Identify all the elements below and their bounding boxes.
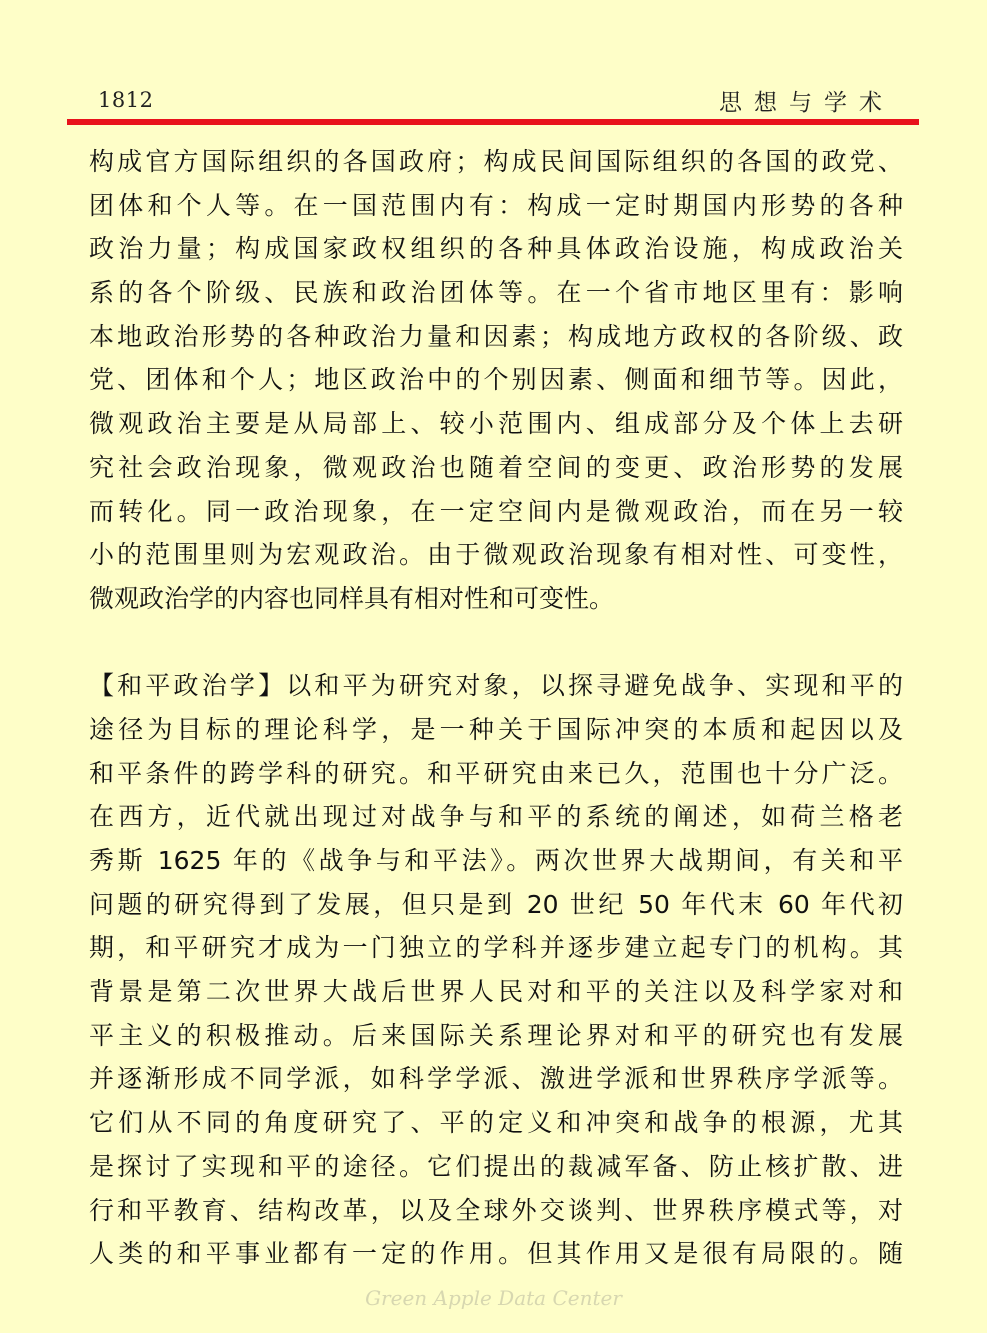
- text-line: 究社会政治现象，微观政治也随着空间的变更、政治形势的发展: [89, 452, 903, 482]
- page-number: 1812: [98, 88, 154, 112]
- text-line: 在西方，近代就出现过对战争与和平的系统的阐述，如荷兰格老: [89, 802, 903, 832]
- text-line: 是探讨了实现和平的途径。它们提出的裁减军备、防止核扩散、进: [89, 1151, 903, 1181]
- text-line: 微观政治学的内容也同样具有相对性和可变性。: [89, 583, 615, 613]
- text-line: 构成官方国际组织的各国政府；构成民间国际组织的各国的政党、: [89, 147, 903, 176]
- text-line: 党、团体和个人；地区政治中的个别因素、侧面和细节等。因此，: [89, 365, 903, 395]
- text-line: 并逐渐形成不同学派，如科学学派、激进学派和世界秩序学派等。: [89, 1064, 903, 1094]
- running-head: 思想与学术: [719, 90, 894, 116]
- text-line: 和平条件的跨学科的研究。和平研究由来已久，范围也十分广泛。: [89, 758, 903, 788]
- text-line: 它们从不同的角度研究了、平的定义和冲突和战争的根源，尤其: [89, 1108, 903, 1138]
- text-line: 秀斯 1625 年的《战争与和平法》。两次世界大战期间，有关和平: [89, 846, 903, 875]
- text-line: 系的各个阶级、民族和政治团体等。在一个省市地区里有：影响: [89, 278, 903, 308]
- text-line: 平主义的积极推动。后来国际关系理论界对和平的研究也有发展: [89, 1020, 903, 1050]
- body-text: [89, 140, 903, 1276]
- text-line: 而转化。同一政治现象，在一定空间内是微观政治，而在另一较: [89, 496, 903, 526]
- paragraph-1: [89, 140, 903, 621]
- text-line: 背景是第二次世界大战后世界人民对和平的关注以及科学家对和: [89, 977, 903, 1007]
- text-line: 途径为目标的理论科学，是一种关于国际冲突的本质和起因以及: [89, 714, 903, 744]
- text-line: 本地政治形势的各种政治力量和因素；构成地方政权的各阶级、政: [89, 321, 903, 351]
- paragraph-gap: [89, 621, 903, 665]
- text-line: 【和平政治学】以和平为研究对象，以探寻避免战争、实现和平的: [89, 671, 903, 701]
- watermark: Green Apple Data Center: [365, 1286, 622, 1310]
- text-line: 行和平教育、结构改革，以及全球外交谈判、世界秩序模式等，对: [89, 1195, 903, 1225]
- text-line: 期，和平研究才成为一门独立的学科并逐步建立起专门的机构。其: [89, 933, 903, 963]
- header-rule: [67, 119, 919, 125]
- paragraph-2: [89, 664, 903, 1276]
- text-line: 人类的和平事业都有一定的作用。但其作用又是很有局限的。随: [89, 1239, 903, 1269]
- text-line: 政治力量；构成国家政权组织的各种具体政治设施，构成政治关: [89, 234, 903, 264]
- text-line: 微观政治主要是从局部上、较小范围内、组成部分及个体上去研: [89, 409, 903, 439]
- text-line: 团体和个人等。在一国范围内有：构成一定时期国内形势的各种: [89, 190, 903, 220]
- text-line: 小的范围里则为宏观政治。由于微观政治现象有相对性、可变性，: [89, 540, 903, 570]
- text-line: 问题的研究得到了发展，但只是到 20 世纪 50 年代末 60 年代初: [89, 889, 903, 919]
